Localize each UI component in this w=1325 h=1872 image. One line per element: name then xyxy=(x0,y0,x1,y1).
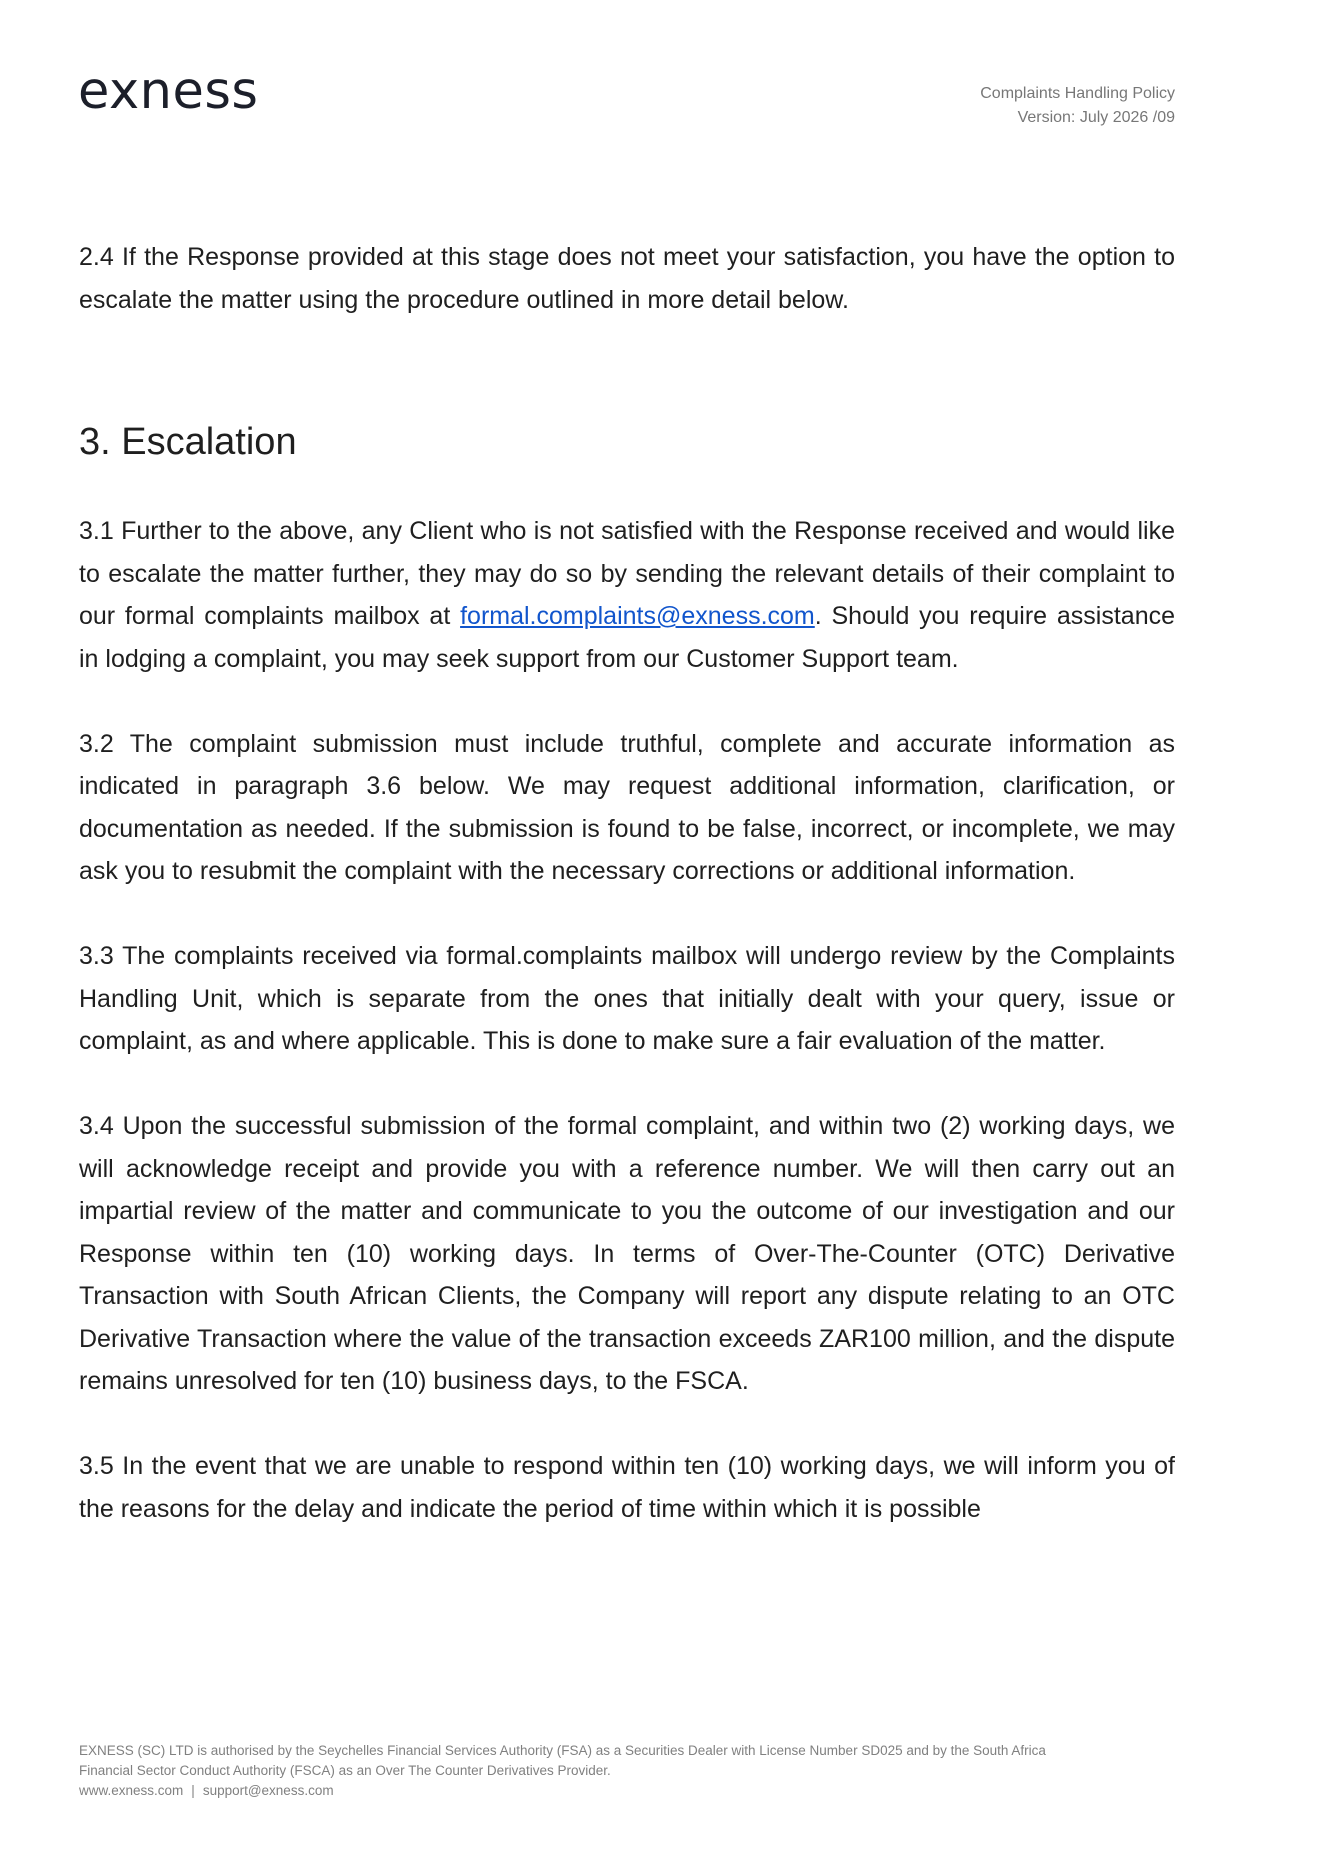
paragraph-2-4: 2.4 If the Response provided at this stage does not meet your satisfaction, you have the option to escalate the matter using the procedure outlined in more detail below. xyxy=(79,243,1175,314)
footer-disclaimer-line-1: EXNESS (SC) LTD is authorised by the Seychelles Financial Services Authority (FSA) as a Securities Dealer with License Number SD025 and by the South Africa xyxy=(79,1743,1046,1758)
document-version: Version: July 2026 /09 xyxy=(1017,109,1175,126)
paragraph-3-2: 3.2 The complaint submission must include truthful, complete and accurate information as indicated in paragraph 3.6 below. We may request additional information, clarification, or documentation as needed. If the submission is found to be false, incorrect, or incomplete, we may ask you to resubmit the complaint with the necessary corrections or additional information. xyxy=(79,729,1175,885)
footer-contacts xyxy=(79,1781,1179,1801)
paragraph-3-4: 3.4 Upon the successful submission of the formal complaint, and within two (2) working days, we will acknowledge receipt and provide you with a reference number. We will then carry out an impartial review of the matter and communicate to you the outcome of our investigation and our Response within ten (10) working days. In terms of Over-The-Counter (OTC) Derivative Transaction with South African Clients, the Company will report any dispute relating to an OTC Derivative Transaction where the value of the transaction exceeds ZAR100 million, and the dispute remains unresolved for ten (10) business days, to the FSCA. xyxy=(79,1112,1175,1395)
formal-complaints-email-link[interactable]: formal.complaints@exness.com xyxy=(460,602,815,630)
document-header-meta xyxy=(980,82,1175,130)
paragraph-3-5: 3.5 In the event that we are unable to respond within ten (10) working days, we will inform you of the reasons for the delay and indicate the period of time within which it is possible xyxy=(79,1452,1175,1523)
paragraph-3-3: 3.3 The complaints received via formal.complaints mailbox will undergo review by the Complaints Handling Unit, which is separate from the ones that initially dealt with your query, issue or complaint, as and where applicable. This is done to make sure a fair evaluation of the matter. xyxy=(79,942,1175,1055)
document-body xyxy=(79,236,1175,1530)
section-heading-escalation: 3. Escalation xyxy=(79,421,297,463)
paragraph-3-1-text: 3.1 Further to the above, any Client who is not satisfied with the Response received and would like to escalate the matter further, they may do so by sending the relevant details of their complaint to our formal complaints mailbox at xyxy=(79,517,1175,630)
footer-email-link[interactable]: support@exness.com xyxy=(202,1783,334,1798)
document-title: Complaints Handling Policy xyxy=(980,85,1175,102)
exness-logo: exness xyxy=(78,62,259,121)
footer-disclaimer-line-2: Financial Sector Conduct Authority (FSCA) as an Over The Counter Derivatives Provider. xyxy=(79,1763,611,1778)
footer-separator: | xyxy=(191,1783,195,1798)
paragraph-3-1 xyxy=(79,510,1175,680)
footer-website-link[interactable]: www.exness.com xyxy=(79,1783,184,1798)
page-footer xyxy=(79,1741,1179,1801)
paragraph-3-1-continued: . Should you require assistance in lodging a complaint, you may seek support from our Customer Support team. xyxy=(79,602,1175,673)
